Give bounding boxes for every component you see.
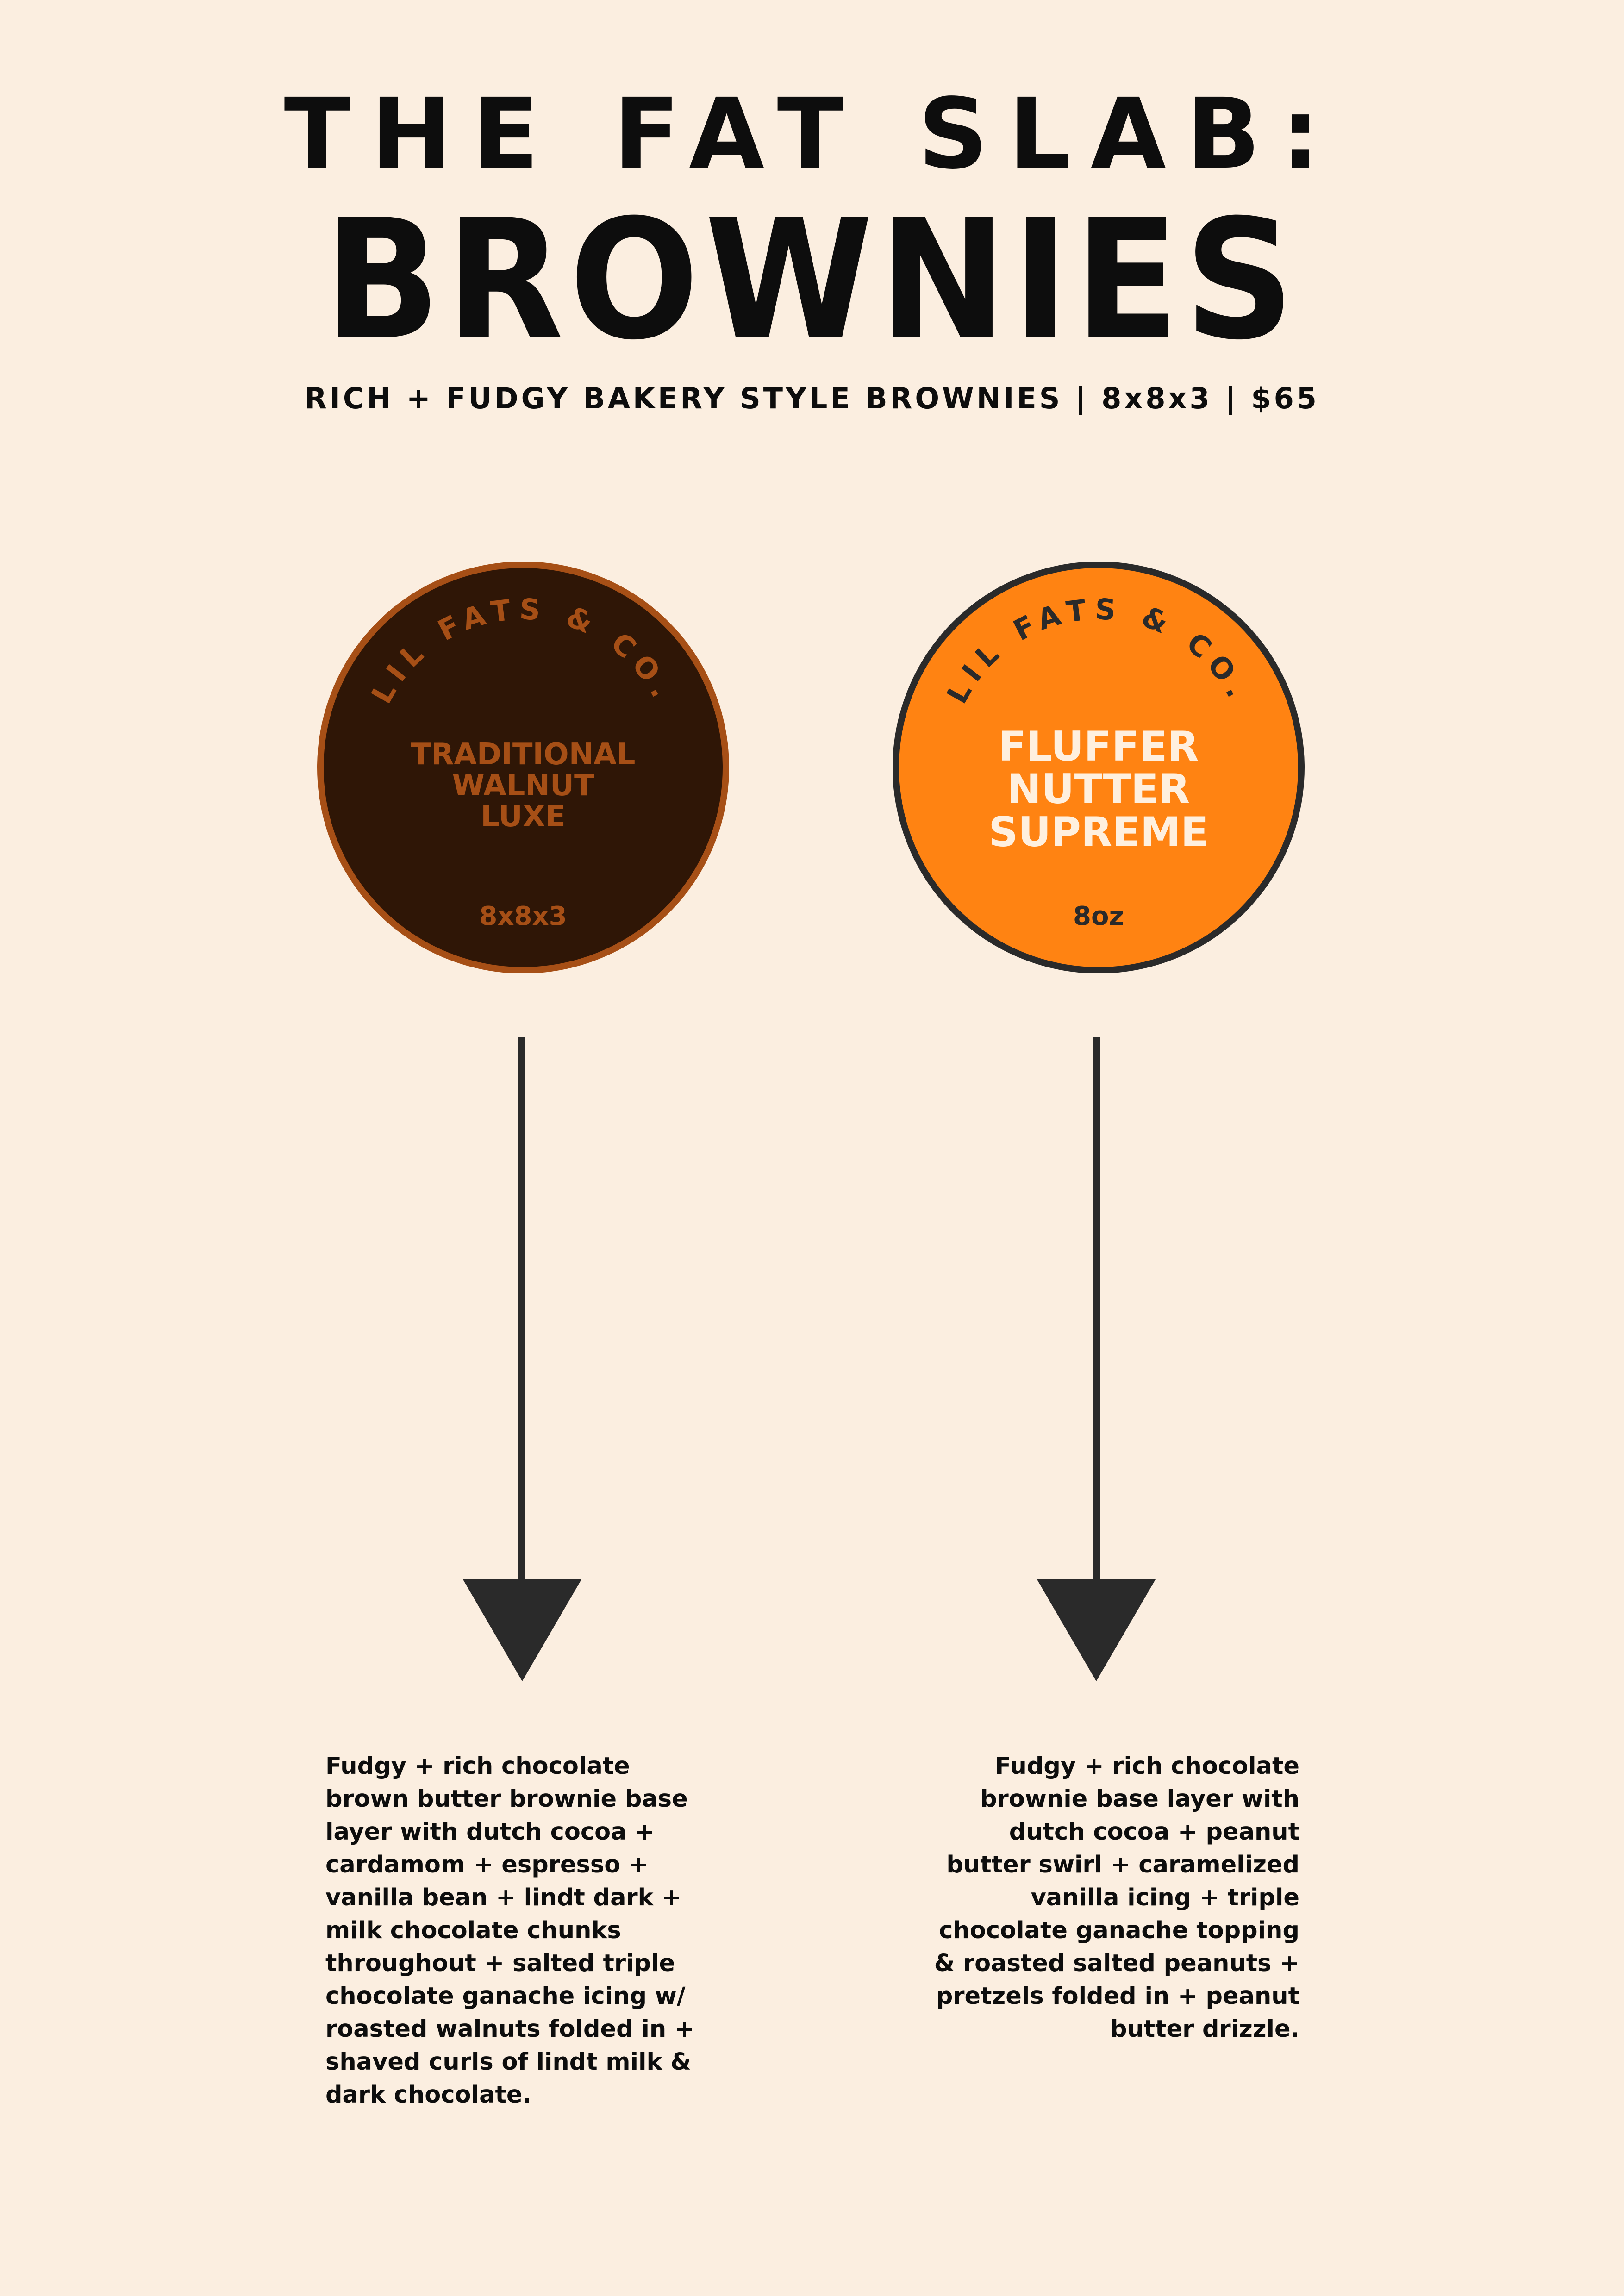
badge-fluffer-nutter-supreme [893, 562, 1305, 973]
title-top: THE FAT SLAB: [284, 77, 1340, 191]
description-line: layer with dutch cocoa + [325, 1818, 655, 1846]
description-line: & roasted salted peanuts + [934, 1950, 1299, 1977]
svg-text:LIL FATS & CO. [364, 592, 681, 709]
size-label: 8x8x3 [479, 901, 567, 931]
brand-label: LIL FATS & CO. [940, 592, 1257, 709]
description-line: Fudgy + rich chocolate [325, 1753, 630, 1780]
description-line: dutch cocoa + peanut [1009, 1818, 1299, 1846]
flavor-line: FLUFFER [998, 723, 1199, 770]
flavor-line: TRADITIONAL [411, 737, 636, 772]
description-line: vanilla bean + lindt dark + [325, 1884, 682, 1911]
description-traditional-walnut-luxe [325, 1750, 705, 2111]
svg-text:LIL FATS & CO. [940, 592, 1257, 709]
title-main: BROWNIES [324, 184, 1300, 376]
description-line: butter drizzle. [1110, 2015, 1299, 2043]
description-line: Fudgy + rich chocolate [995, 1753, 1299, 1780]
flavor-line: LUXE [481, 799, 566, 834]
description-fluffer-nutter-supreme [919, 1750, 1299, 2046]
subtitle: RICH + FUDGY BAKERY STYLE BROWNIES | 8x8x3 | $65 [305, 381, 1319, 415]
description-line: milk chocolate chunks [325, 1917, 621, 1944]
description-line: brownie base layer with [980, 1785, 1299, 1813]
description-line: roasted walnuts folded in + [325, 2015, 694, 2043]
flavor-name [324, 739, 723, 833]
description-line: shaved curls of lindt milk & [325, 2048, 691, 2076]
badge-traditional-walnut-luxe [317, 562, 729, 973]
description-line: butter swirl + caramelized [946, 1851, 1299, 1878]
flavor-line: WALNUT [452, 768, 594, 803]
down-arrow-icon [463, 1037, 581, 1681]
description-line: brown butter brownie base [325, 1785, 688, 1813]
size-label: 8oz [1073, 901, 1124, 931]
description-line: throughout + salted triple [325, 1950, 675, 1977]
flavor-line: SUPREME [988, 808, 1209, 856]
description-line: dark chocolate. [325, 2081, 531, 2109]
description-line: vanilla icing + triple [1031, 1884, 1299, 1911]
flavor-name [899, 725, 1298, 854]
description-line: chocolate ganache topping [939, 1917, 1299, 1944]
description-line: pretzels folded in + peanut [936, 1983, 1299, 2010]
down-arrow-icon [1037, 1037, 1156, 1681]
brand-label: LIL FATS & CO. [364, 592, 682, 709]
flavor-line: NUTTER [1007, 765, 1190, 813]
description-line: cardamom + espresso + [325, 1851, 649, 1878]
description-line: chocolate ganache icing w/ [325, 1983, 686, 2010]
